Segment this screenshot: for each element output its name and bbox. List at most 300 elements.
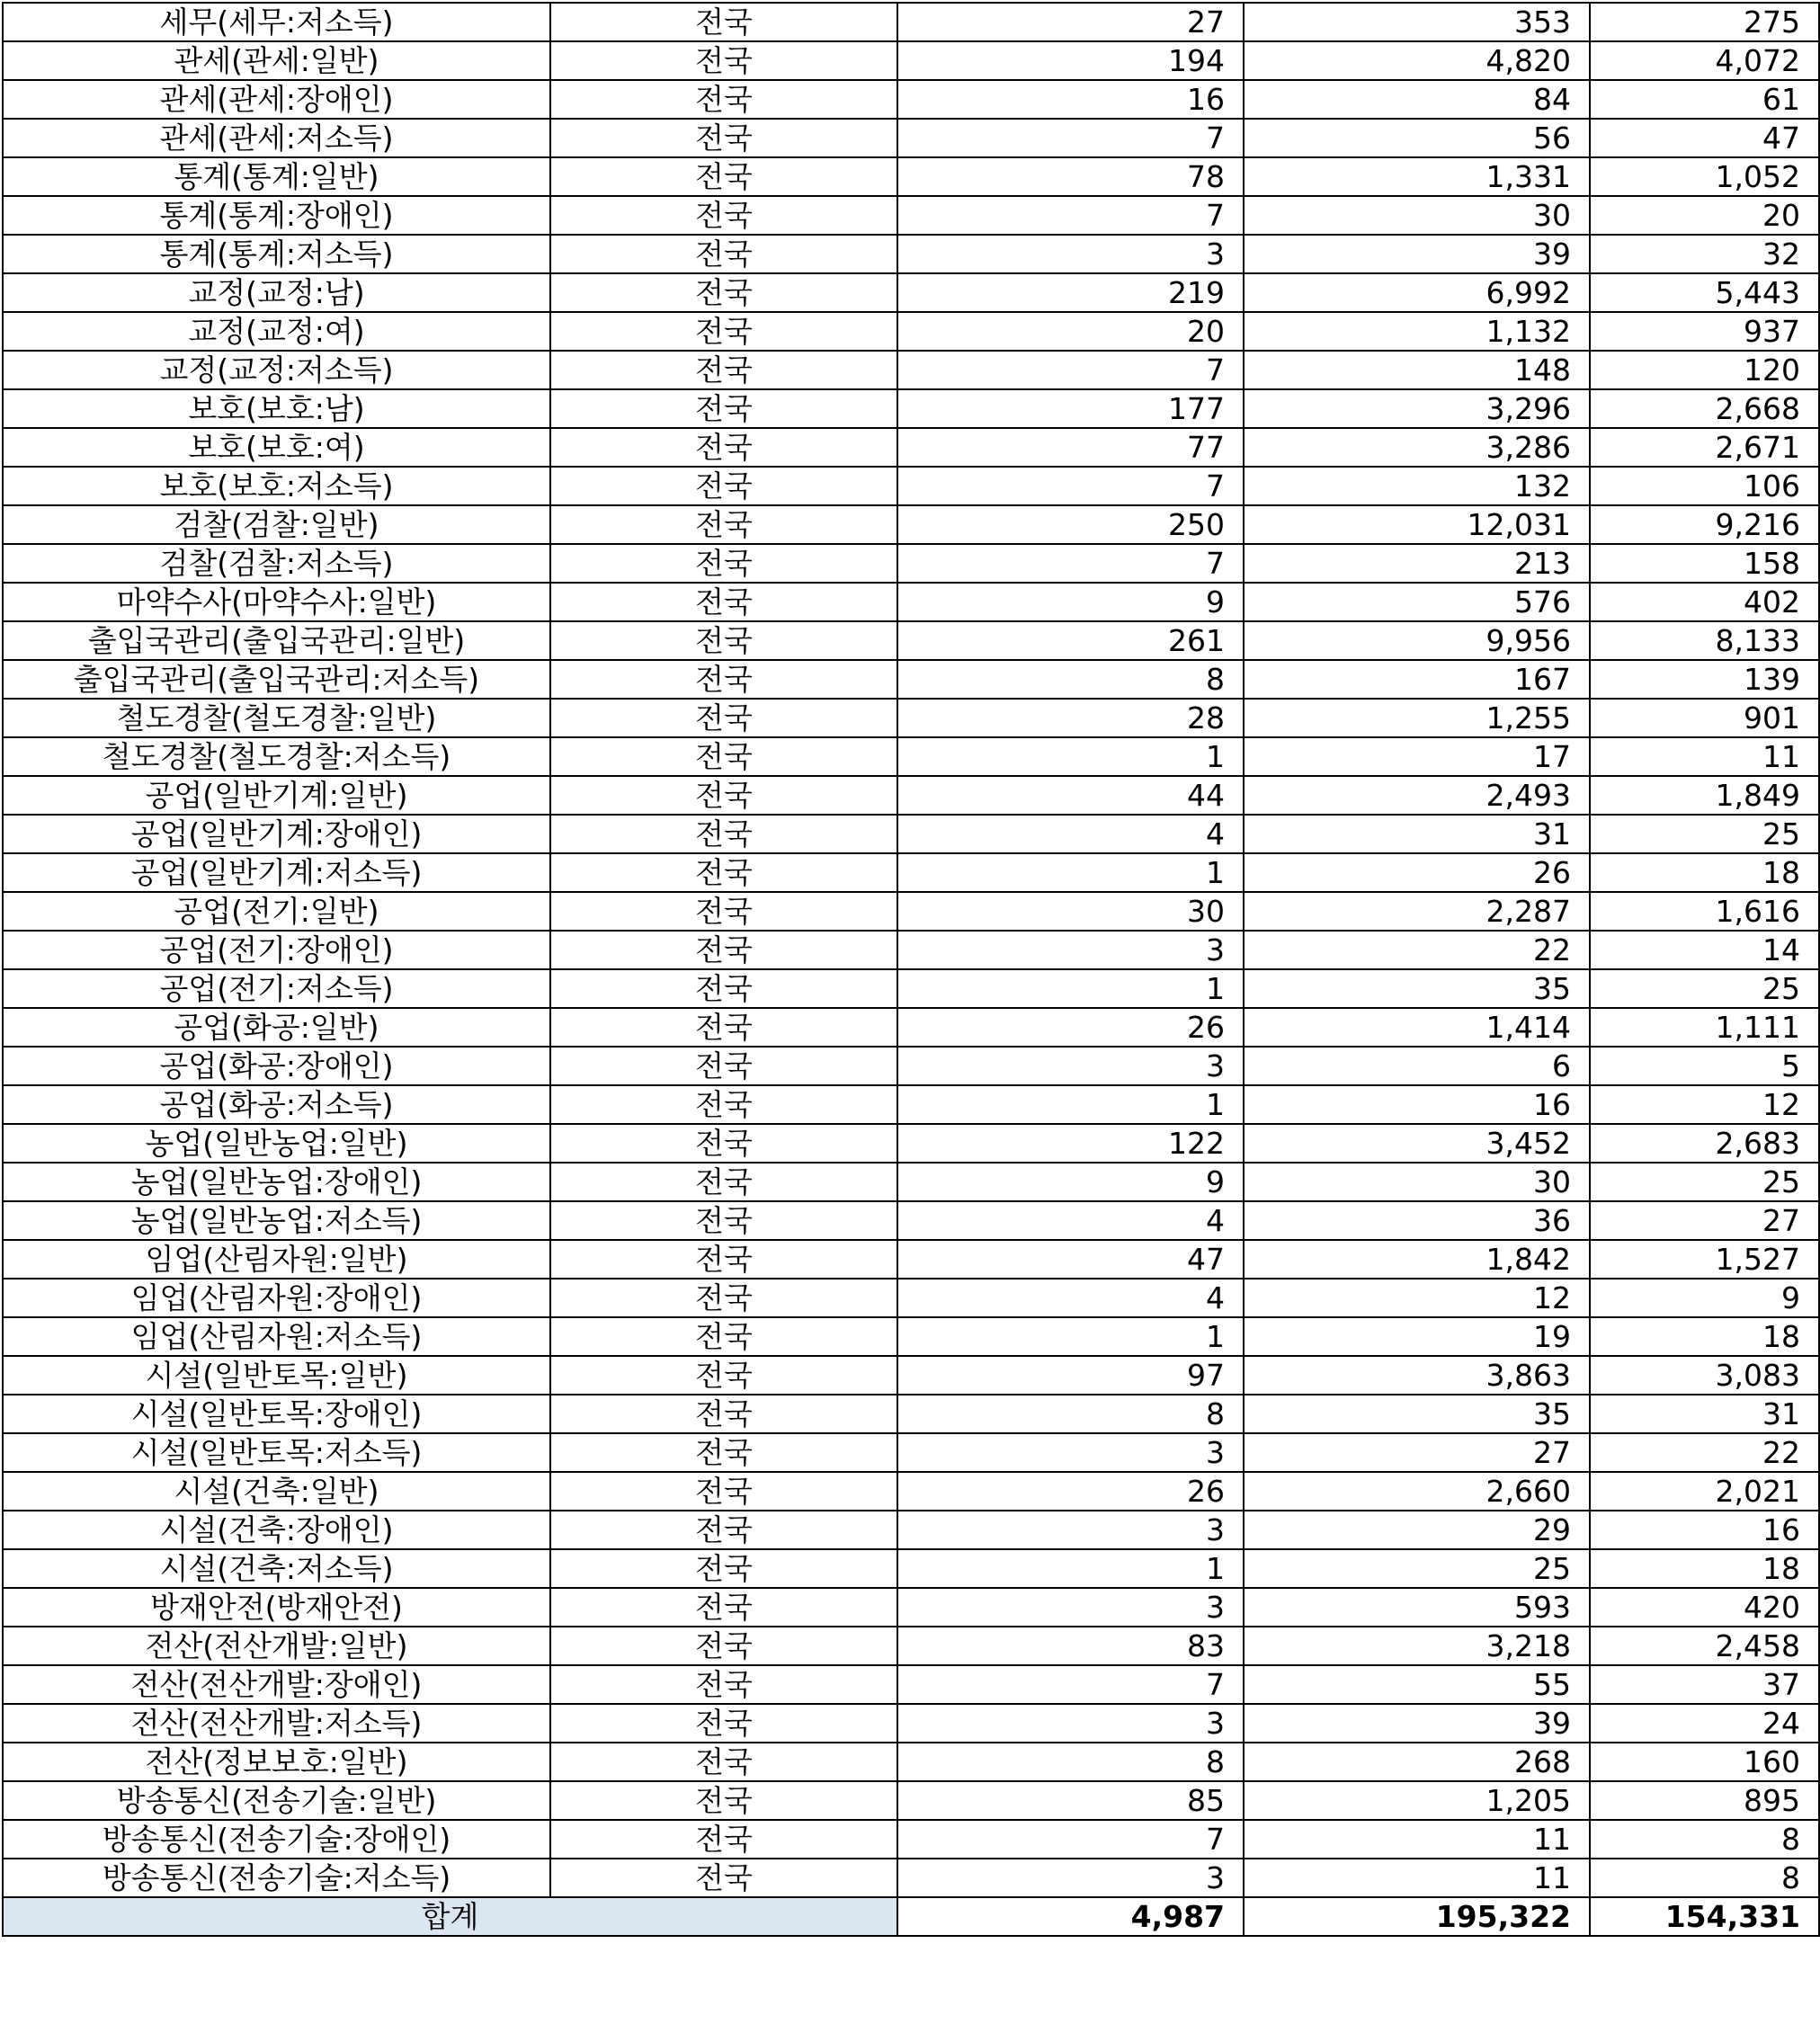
- cell-region: 전국: [550, 1047, 897, 1085]
- cell-applicants: 25: [1244, 1549, 1590, 1588]
- cell-name: 전산(정보보호:일반): [3, 1743, 550, 1781]
- table-row: [3, 1549, 1819, 1588]
- cell-examinees: 16: [1590, 1511, 1819, 1549]
- cell-region: 전국: [550, 41, 897, 80]
- cell-quota: 3: [897, 1704, 1244, 1743]
- cell-name: 관세(관세:장애인): [3, 80, 550, 119]
- cell-examinees: 61: [1590, 80, 1819, 119]
- table-row: [3, 1085, 1819, 1124]
- cell-name: 교정(교정:여): [3, 312, 550, 351]
- cell-quota: 16: [897, 80, 1244, 119]
- cell-examinees: 2,458: [1590, 1627, 1819, 1665]
- cell-region: 전국: [550, 1201, 897, 1240]
- table-row: [3, 157, 1819, 196]
- table-row: [3, 1820, 1819, 1859]
- cell-region: 전국: [550, 235, 897, 273]
- cell-name: 검찰(검찰:일반): [3, 505, 550, 544]
- cell-region: 전국: [550, 3, 897, 41]
- cell-region: 전국: [550, 1395, 897, 1433]
- cell-name: 검찰(검찰:저소득): [3, 544, 550, 583]
- cell-examinees: 37: [1590, 1665, 1819, 1704]
- cell-region: 전국: [550, 931, 897, 969]
- cell-examinees: 895: [1590, 1781, 1819, 1820]
- cell-quota: 7: [897, 544, 1244, 583]
- cell-region: 전국: [550, 583, 897, 621]
- cell-examinees: 2,671: [1590, 428, 1819, 467]
- cell-applicants: 3,296: [1244, 389, 1590, 428]
- cell-quota: 1: [897, 1549, 1244, 1588]
- table-row: [3, 1743, 1819, 1781]
- total-row: [3, 1897, 1819, 1936]
- cell-region: 전국: [550, 1704, 897, 1743]
- total-applicants: 195,322: [1244, 1897, 1590, 1936]
- table-row: [3, 1008, 1819, 1047]
- cell-quota: 9: [897, 1163, 1244, 1201]
- cell-examinees: 937: [1590, 312, 1819, 351]
- cell-region: 전국: [550, 1317, 897, 1356]
- cell-examinees: 420: [1590, 1588, 1819, 1627]
- cell-quota: 1: [897, 737, 1244, 776]
- table-row: [3, 1201, 1819, 1240]
- cell-applicants: 6,992: [1244, 273, 1590, 312]
- table-row: [3, 351, 1819, 389]
- cell-name: 전산(전산개발:저소득): [3, 1704, 550, 1743]
- cell-quota: 8: [897, 1395, 1244, 1433]
- cell-name: 공업(일반기계:저소득): [3, 853, 550, 892]
- cell-region: 전국: [550, 1085, 897, 1124]
- table-row: [3, 467, 1819, 505]
- cell-examinees: 1,616: [1590, 892, 1819, 931]
- cell-applicants: 6: [1244, 1047, 1590, 1085]
- table-row: [3, 815, 1819, 853]
- cell-quota: 219: [897, 273, 1244, 312]
- cell-name: 공업(전기:일반): [3, 892, 550, 931]
- cell-applicants: 576: [1244, 583, 1590, 621]
- cell-quota: 97: [897, 1356, 1244, 1395]
- table-row: [3, 737, 1819, 776]
- cell-region: 전국: [550, 737, 897, 776]
- cell-name: 시설(건축:장애인): [3, 1511, 550, 1549]
- cell-name: 농업(일반농업:저소득): [3, 1201, 550, 1240]
- table-row: [3, 1047, 1819, 1085]
- cell-region: 전국: [550, 621, 897, 660]
- cell-applicants: 1,414: [1244, 1008, 1590, 1047]
- cell-quota: 1: [897, 1085, 1244, 1124]
- cell-quota: 47: [897, 1240, 1244, 1279]
- cell-name: 보호(보호:남): [3, 389, 550, 428]
- cell-applicants: 30: [1244, 196, 1590, 235]
- cell-quota: 261: [897, 621, 1244, 660]
- cell-quota: 122: [897, 1124, 1244, 1163]
- table-row: [3, 196, 1819, 235]
- table-row: [3, 931, 1819, 969]
- cell-quota: 3: [897, 1047, 1244, 1085]
- table-row: [3, 1395, 1819, 1433]
- cell-applicants: 268: [1244, 1743, 1590, 1781]
- cell-examinees: 8: [1590, 1820, 1819, 1859]
- cell-region: 전국: [550, 853, 897, 892]
- cell-quota: 27: [897, 3, 1244, 41]
- cell-examinees: 120: [1590, 351, 1819, 389]
- cell-name: 임업(산림자원:일반): [3, 1240, 550, 1279]
- cell-examinees: 1,052: [1590, 157, 1819, 196]
- cell-region: 전국: [550, 1433, 897, 1472]
- cell-name: 방송통신(전송기술:장애인): [3, 1820, 550, 1859]
- cell-applicants: 167: [1244, 660, 1590, 699]
- table-row: [3, 389, 1819, 428]
- cell-applicants: 16: [1244, 1085, 1590, 1124]
- cell-region: 전국: [550, 1124, 897, 1163]
- table-row: [3, 1859, 1819, 1897]
- cell-applicants: 1,205: [1244, 1781, 1590, 1820]
- cell-applicants: 3,452: [1244, 1124, 1590, 1163]
- cell-applicants: 39: [1244, 235, 1590, 273]
- cell-applicants: 9,956: [1244, 621, 1590, 660]
- cell-region: 전국: [550, 699, 897, 737]
- cell-applicants: 3,218: [1244, 1627, 1590, 1665]
- cell-applicants: 148: [1244, 351, 1590, 389]
- cell-quota: 8: [897, 1743, 1244, 1781]
- cell-quota: 3: [897, 931, 1244, 969]
- cell-examinees: 2,668: [1590, 389, 1819, 428]
- cell-applicants: 35: [1244, 969, 1590, 1008]
- cell-name: 시설(일반토목:저소득): [3, 1433, 550, 1472]
- cell-quota: 7: [897, 196, 1244, 235]
- table-row: [3, 1781, 1819, 1820]
- cell-region: 전국: [550, 1588, 897, 1627]
- cell-region: 전국: [550, 351, 897, 389]
- table-row: [3, 119, 1819, 157]
- cell-applicants: 1,331: [1244, 157, 1590, 196]
- cell-name: 공업(화공:저소득): [3, 1085, 550, 1124]
- cell-region: 전국: [550, 119, 897, 157]
- cell-quota: 4: [897, 1279, 1244, 1317]
- table-row: [3, 544, 1819, 583]
- cell-applicants: 4,820: [1244, 41, 1590, 80]
- cell-name: 교정(교정:저소득): [3, 351, 550, 389]
- cell-quota: 83: [897, 1627, 1244, 1665]
- cell-region: 전국: [550, 389, 897, 428]
- table-row: [3, 1163, 1819, 1201]
- total-examinees: 154,331: [1590, 1897, 1819, 1936]
- table-row: [3, 80, 1819, 119]
- cell-name: 통계(통계:일반): [3, 157, 550, 196]
- table-row: [3, 969, 1819, 1008]
- cell-quota: 1: [897, 853, 1244, 892]
- cell-region: 전국: [550, 467, 897, 505]
- cell-examinees: 25: [1590, 969, 1819, 1008]
- cell-name: 농업(일반농업:일반): [3, 1124, 550, 1163]
- cell-quota: 7: [897, 467, 1244, 505]
- cell-examinees: 5,443: [1590, 273, 1819, 312]
- cell-applicants: 1,842: [1244, 1240, 1590, 1279]
- cell-applicants: 31: [1244, 815, 1590, 853]
- cell-examinees: 25: [1590, 1163, 1819, 1201]
- cell-examinees: 3,083: [1590, 1356, 1819, 1395]
- cell-examinees: 402: [1590, 583, 1819, 621]
- table-row: [3, 1356, 1819, 1395]
- cell-region: 전국: [550, 312, 897, 351]
- table-row: [3, 1279, 1819, 1317]
- table-row: [3, 1511, 1819, 1549]
- cell-applicants: 26: [1244, 853, 1590, 892]
- cell-name: 통계(통계:저소득): [3, 235, 550, 273]
- cell-name: 공업(화공:장애인): [3, 1047, 550, 1085]
- cell-name: 관세(관세:저소득): [3, 119, 550, 157]
- cell-applicants: 84: [1244, 80, 1590, 119]
- cell-quota: 7: [897, 1820, 1244, 1859]
- cell-region: 전국: [550, 505, 897, 544]
- cell-examinees: 2,683: [1590, 1124, 1819, 1163]
- cell-examinees: 31: [1590, 1395, 1819, 1433]
- cell-applicants: 11: [1244, 1820, 1590, 1859]
- cell-examinees: 9,216: [1590, 505, 1819, 544]
- table-row: [3, 1472, 1819, 1511]
- cell-name: 보호(보호:저소득): [3, 467, 550, 505]
- cell-name: 방송통신(전송기술:일반): [3, 1781, 550, 1820]
- cell-examinees: 9: [1590, 1279, 1819, 1317]
- cell-name: 임업(산림자원:저소득): [3, 1317, 550, 1356]
- cell-region: 전국: [550, 273, 897, 312]
- cell-examinees: 22: [1590, 1433, 1819, 1472]
- cell-examinees: 18: [1590, 1549, 1819, 1588]
- cell-applicants: 132: [1244, 467, 1590, 505]
- cell-name: 출입국관리(출입국관리:저소득): [3, 660, 550, 699]
- table-row: [3, 853, 1819, 892]
- cell-name: 시설(일반토목:일반): [3, 1356, 550, 1395]
- table-row: [3, 1704, 1819, 1743]
- cell-name: 시설(건축:일반): [3, 1472, 550, 1511]
- table-row: [3, 660, 1819, 699]
- cell-applicants: 39: [1244, 1704, 1590, 1743]
- cell-examinees: 275: [1590, 3, 1819, 41]
- cell-name: 세무(세무:저소득): [3, 3, 550, 41]
- cell-name: 마약수사(마약수사:일반): [3, 583, 550, 621]
- table-row: [3, 1124, 1819, 1163]
- cell-examinees: 160: [1590, 1743, 1819, 1781]
- cell-examinees: 139: [1590, 660, 1819, 699]
- cell-quota: 3: [897, 1859, 1244, 1897]
- cell-examinees: 5: [1590, 1047, 1819, 1085]
- cell-name: 공업(전기:장애인): [3, 931, 550, 969]
- cell-region: 전국: [550, 1511, 897, 1549]
- cell-quota: 28: [897, 699, 1244, 737]
- cell-quota: 3: [897, 1511, 1244, 1549]
- cell-examinees: 8: [1590, 1859, 1819, 1897]
- cell-examinees: 11: [1590, 737, 1819, 776]
- table-row: [3, 1627, 1819, 1665]
- cell-quota: 7: [897, 119, 1244, 157]
- cell-examinees: 106: [1590, 467, 1819, 505]
- cell-region: 전국: [550, 815, 897, 853]
- cell-quota: 44: [897, 776, 1244, 815]
- cell-quota: 3: [897, 1588, 1244, 1627]
- cell-quota: 26: [897, 1472, 1244, 1511]
- cell-name: 방송통신(전송기술:저소득): [3, 1859, 550, 1897]
- cell-quota: 26: [897, 1008, 1244, 1047]
- table-row: [3, 1433, 1819, 1472]
- total-quota: 4,987: [897, 1897, 1244, 1936]
- cell-region: 전국: [550, 1859, 897, 1897]
- cell-name: 시설(일반토목:장애인): [3, 1395, 550, 1433]
- cell-examinees: 14: [1590, 931, 1819, 969]
- total-label: 합계: [3, 1897, 897, 1936]
- cell-region: 전국: [550, 544, 897, 583]
- cell-quota: 4: [897, 1201, 1244, 1240]
- cell-quota: 3: [897, 1433, 1244, 1472]
- cell-region: 전국: [550, 428, 897, 467]
- cell-examinees: 158: [1590, 544, 1819, 583]
- cell-applicants: 3,863: [1244, 1356, 1590, 1395]
- cell-region: 전국: [550, 1627, 897, 1665]
- cell-examinees: 25: [1590, 815, 1819, 853]
- cell-name: 보호(보호:여): [3, 428, 550, 467]
- cell-applicants: 12,031: [1244, 505, 1590, 544]
- cell-applicants: 213: [1244, 544, 1590, 583]
- cell-applicants: 30: [1244, 1163, 1590, 1201]
- cell-name: 방재안전(방재안전): [3, 1588, 550, 1627]
- table-row: [3, 41, 1819, 80]
- cell-region: 전국: [550, 80, 897, 119]
- table-row: [3, 1240, 1819, 1279]
- cell-region: 전국: [550, 1279, 897, 1317]
- cell-examinees: 1,111: [1590, 1008, 1819, 1047]
- cell-quota: 85: [897, 1781, 1244, 1820]
- cell-examinees: 4,072: [1590, 41, 1819, 80]
- cell-name: 공업(전기:저소득): [3, 969, 550, 1008]
- cell-region: 전국: [550, 660, 897, 699]
- cell-name: 공업(일반기계:일반): [3, 776, 550, 815]
- cell-applicants: 36: [1244, 1201, 1590, 1240]
- cell-examinees: 32: [1590, 235, 1819, 273]
- data-table: [2, 2, 1820, 1937]
- table-row: [3, 428, 1819, 467]
- cell-region: 전국: [550, 1240, 897, 1279]
- cell-quota: 250: [897, 505, 1244, 544]
- cell-region: 전국: [550, 1820, 897, 1859]
- cell-region: 전국: [550, 1549, 897, 1588]
- table-row: [3, 621, 1819, 660]
- cell-quota: 30: [897, 892, 1244, 931]
- cell-name: 철도경찰(철도경찰:일반): [3, 699, 550, 737]
- table-row: [3, 3, 1819, 41]
- cell-name: 임업(산림자원:장애인): [3, 1279, 550, 1317]
- cell-quota: 20: [897, 312, 1244, 351]
- cell-applicants: 17: [1244, 737, 1590, 776]
- cell-examinees: 18: [1590, 853, 1819, 892]
- cell-name: 교정(교정:남): [3, 273, 550, 312]
- cell-quota: 77: [897, 428, 1244, 467]
- cell-name: 공업(화공:일반): [3, 1008, 550, 1047]
- table-row: [3, 1317, 1819, 1356]
- cell-examinees: 27: [1590, 1201, 1819, 1240]
- cell-name: 공업(일반기계:장애인): [3, 815, 550, 853]
- cell-applicants: 2,493: [1244, 776, 1590, 815]
- cell-region: 전국: [550, 1665, 897, 1704]
- cell-applicants: 2,287: [1244, 892, 1590, 931]
- cell-region: 전국: [550, 1163, 897, 1201]
- table-row: [3, 312, 1819, 351]
- cell-quota: 7: [897, 1665, 1244, 1704]
- cell-applicants: 2,660: [1244, 1472, 1590, 1511]
- cell-name: 출입국관리(출입국관리:일반): [3, 621, 550, 660]
- cell-quota: 194: [897, 41, 1244, 80]
- cell-applicants: 3,286: [1244, 428, 1590, 467]
- table-row: [3, 776, 1819, 815]
- cell-quota: 1: [897, 1317, 1244, 1356]
- cell-region: 전국: [550, 1472, 897, 1511]
- cell-applicants: 27: [1244, 1433, 1590, 1472]
- table-row: [3, 1665, 1819, 1704]
- cell-examinees: 8,133: [1590, 621, 1819, 660]
- cell-quota: 78: [897, 157, 1244, 196]
- table-row: [3, 583, 1819, 621]
- cell-region: 전국: [550, 196, 897, 235]
- cell-quota: 1: [897, 969, 1244, 1008]
- cell-region: 전국: [550, 1008, 897, 1047]
- cell-region: 전국: [550, 892, 897, 931]
- cell-quota: 177: [897, 389, 1244, 428]
- cell-examinees: 1,849: [1590, 776, 1819, 815]
- cell-applicants: 593: [1244, 1588, 1590, 1627]
- cell-quota: 8: [897, 660, 1244, 699]
- cell-region: 전국: [550, 1356, 897, 1395]
- cell-name: 전산(전산개발:장애인): [3, 1665, 550, 1704]
- table-body: [3, 3, 1819, 1936]
- cell-examinees: 2,021: [1590, 1472, 1819, 1511]
- cell-applicants: 1,255: [1244, 699, 1590, 737]
- cell-quota: 7: [897, 351, 1244, 389]
- cell-quota: 3: [897, 235, 1244, 273]
- cell-applicants: 11: [1244, 1859, 1590, 1897]
- cell-name: 시설(건축:저소득): [3, 1549, 550, 1588]
- table-row: [3, 1588, 1819, 1627]
- table-row: [3, 505, 1819, 544]
- table-row: [3, 699, 1819, 737]
- cell-region: 전국: [550, 157, 897, 196]
- cell-name: 농업(일반농업:장애인): [3, 1163, 550, 1201]
- cell-quota: 4: [897, 815, 1244, 853]
- cell-applicants: 12: [1244, 1279, 1590, 1317]
- cell-examinees: 901: [1590, 699, 1819, 737]
- cell-applicants: 22: [1244, 931, 1590, 969]
- cell-examinees: 47: [1590, 119, 1819, 157]
- table-row: [3, 273, 1819, 312]
- cell-name: 통계(통계:장애인): [3, 196, 550, 235]
- table-row: [3, 892, 1819, 931]
- cell-examinees: 18: [1590, 1317, 1819, 1356]
- table-row: [3, 235, 1819, 273]
- cell-applicants: 35: [1244, 1395, 1590, 1433]
- cell-applicants: 29: [1244, 1511, 1590, 1549]
- cell-examinees: 24: [1590, 1704, 1819, 1743]
- cell-region: 전국: [550, 969, 897, 1008]
- cell-applicants: 1,132: [1244, 312, 1590, 351]
- cell-name: 철도경찰(철도경찰:저소득): [3, 737, 550, 776]
- cell-examinees: 1,527: [1590, 1240, 1819, 1279]
- cell-name: 전산(전산개발:일반): [3, 1627, 550, 1665]
- cell-examinees: 12: [1590, 1085, 1819, 1124]
- cell-quota: 9: [897, 583, 1244, 621]
- cell-applicants: 55: [1244, 1665, 1590, 1704]
- cell-region: 전국: [550, 1781, 897, 1820]
- cell-applicants: 56: [1244, 119, 1590, 157]
- cell-examinees: 20: [1590, 196, 1819, 235]
- cell-region: 전국: [550, 776, 897, 815]
- cell-applicants: 19: [1244, 1317, 1590, 1356]
- cell-region: 전국: [550, 1743, 897, 1781]
- cell-name: 관세(관세:일반): [3, 41, 550, 80]
